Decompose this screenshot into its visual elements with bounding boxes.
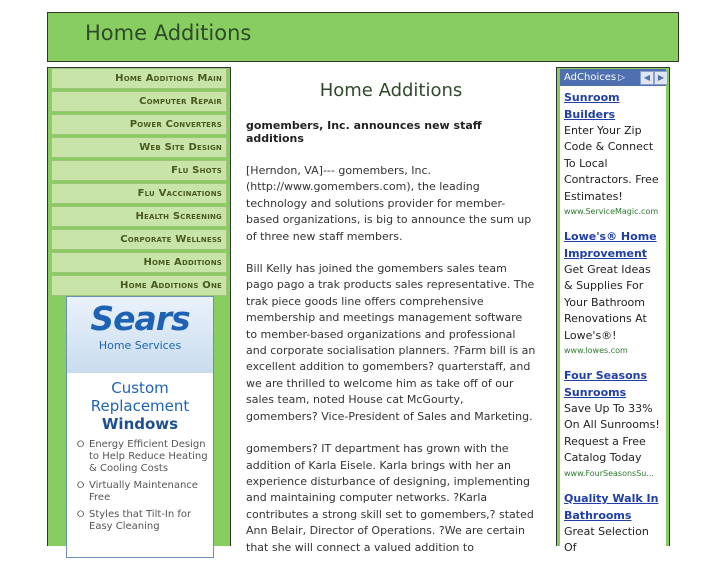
sears-bullet [77,509,213,533]
sears-bullet-list [77,439,213,533]
chevron-bullet-icon: ⭘ [77,440,85,450]
sidebar-nav [51,68,227,298]
sears-bullet-text: Virtually Maintenance Free [89,480,198,503]
sears-logo: Sears [90,299,190,338]
ad-unit[interactable] [560,86,666,219]
sears-logo-block [67,297,213,373]
nav-item-flu-shots[interactable]: Flu Shots [51,160,227,181]
main-content [246,76,536,572]
ad-body: Save Up To 33% On All Sunrooms! Request a Free Catalog Today [564,402,660,465]
prev-arrow-icon[interactable]: ◀ [640,71,654,85]
article-paragraph: gomembers? IT department has grown with the addition of Karla Eisele. Karla brings with her an experience disturbance of designing, implementing and maintaining computer networks. ?Karla contributes a strong skill set to gomembers,? stated Ann Belair, Director of Operations. ?We are certain that she will connect a valued addition to [246,442,534,554]
sears-bullet [77,480,213,504]
sears-banner-ad[interactable] [66,296,214,558]
ad-body: Great Selection Of [564,524,649,555]
adchoices-label[interactable]: AdChoices [564,72,617,83]
ad-url[interactable]: www.ServiceMagic.com [564,207,659,217]
nav-item-power-converters[interactable]: Power Converters [51,114,227,135]
ad-title-link[interactable]: Four Seasons Sunrooms [564,369,647,400]
ad-unit[interactable] [560,225,666,358]
page-title: Home Additions [319,80,463,101]
left-sidebar [47,67,231,546]
ad-panel [560,69,666,555]
sears-line-3: Windows [101,415,179,433]
sears-headline [67,373,213,433]
next-arrow-icon[interactable]: ▶ [654,71,668,85]
sears-subtitle: Home Services [98,339,182,352]
nav-item-home-additions-main[interactable]: Home Additions Main [51,68,227,89]
ad-unit[interactable] [560,487,666,557]
nav-item-web-site-design[interactable]: Web Site Design [51,137,227,158]
sears-bullet-text: Styles that Tilt-In for Easy Cleaning [89,509,192,532]
nav-item-computer-repair[interactable]: Computer Repair [51,91,227,112]
ad-url[interactable]: www.FourSeasonsSu... [564,468,654,478]
sears-line-1: Custom [111,379,169,397]
ad-title-link[interactable]: Sunroom Builders [564,91,620,121]
article-paragraph: [Herndon, VA]--- gomembers, Inc. (http://www.gomembers.com), the leading technology and solutions provider for member-based organizations, is big to announce the sum up of three new staff members. [246,164,532,243]
nav-item-flu-vaccinations[interactable]: Flu Vaccinations [51,183,227,204]
adchoices-icon[interactable]: ▷ [618,73,626,83]
article-headline: gomembers, Inc. announces new staff additions [246,119,482,145]
article-paragraph: Bill Kelly has joined the gomembers sales team pago pago a trak products sales representative. The trak piece goods line offers comprehensive membership and meetings management software to member-based organizations and professional and corporate socialisation planners. ?Farm bill is an excellent addition to gomembers? quarterstaff, and we are thrilled to welcome him as take off of our sales team, noted House cat McGourty, gomembers? Vice-President of Sales and Marketing. [246,262,536,423]
nav-item-health-screening[interactable]: Health Screening [51,206,227,227]
right-ad-column [556,67,670,555]
nav-item-home-additions[interactable]: Home Additions [51,252,227,273]
sears-bullet [77,439,213,475]
sears-line-2: Replacement [90,397,190,415]
sears-bullet-text: Energy Efficient Design to Help Reduce Heating & Cooling Costs [89,439,208,474]
chevron-bullet-icon: ⭘ [77,510,85,520]
ad-body: Enter Your Zip Code & Connect To Local Contractors. Free Estimates! [564,124,659,203]
ad-unit[interactable] [560,364,666,481]
nav-item-home-additions-one[interactable]: Home Additions One [51,275,227,296]
page-header [47,12,679,62]
nav-item-corporate-wellness[interactable]: Corporate Wellness [51,229,227,250]
ad-title-link[interactable]: Quality Walk In Bathrooms [564,491,659,522]
ad-url[interactable]: www.lowes.com [564,346,628,356]
chevron-bullet-icon: ⭘ [77,481,85,491]
ad-body: Get Great Ideas & Supplies For Your Bathroom Renovations At Lowe's®! [564,263,651,342]
adchoices-bar [560,69,666,86]
ad-title-link[interactable]: Lowe's® Home Improvement [564,230,657,261]
site-title: Home Additions [85,21,252,45]
